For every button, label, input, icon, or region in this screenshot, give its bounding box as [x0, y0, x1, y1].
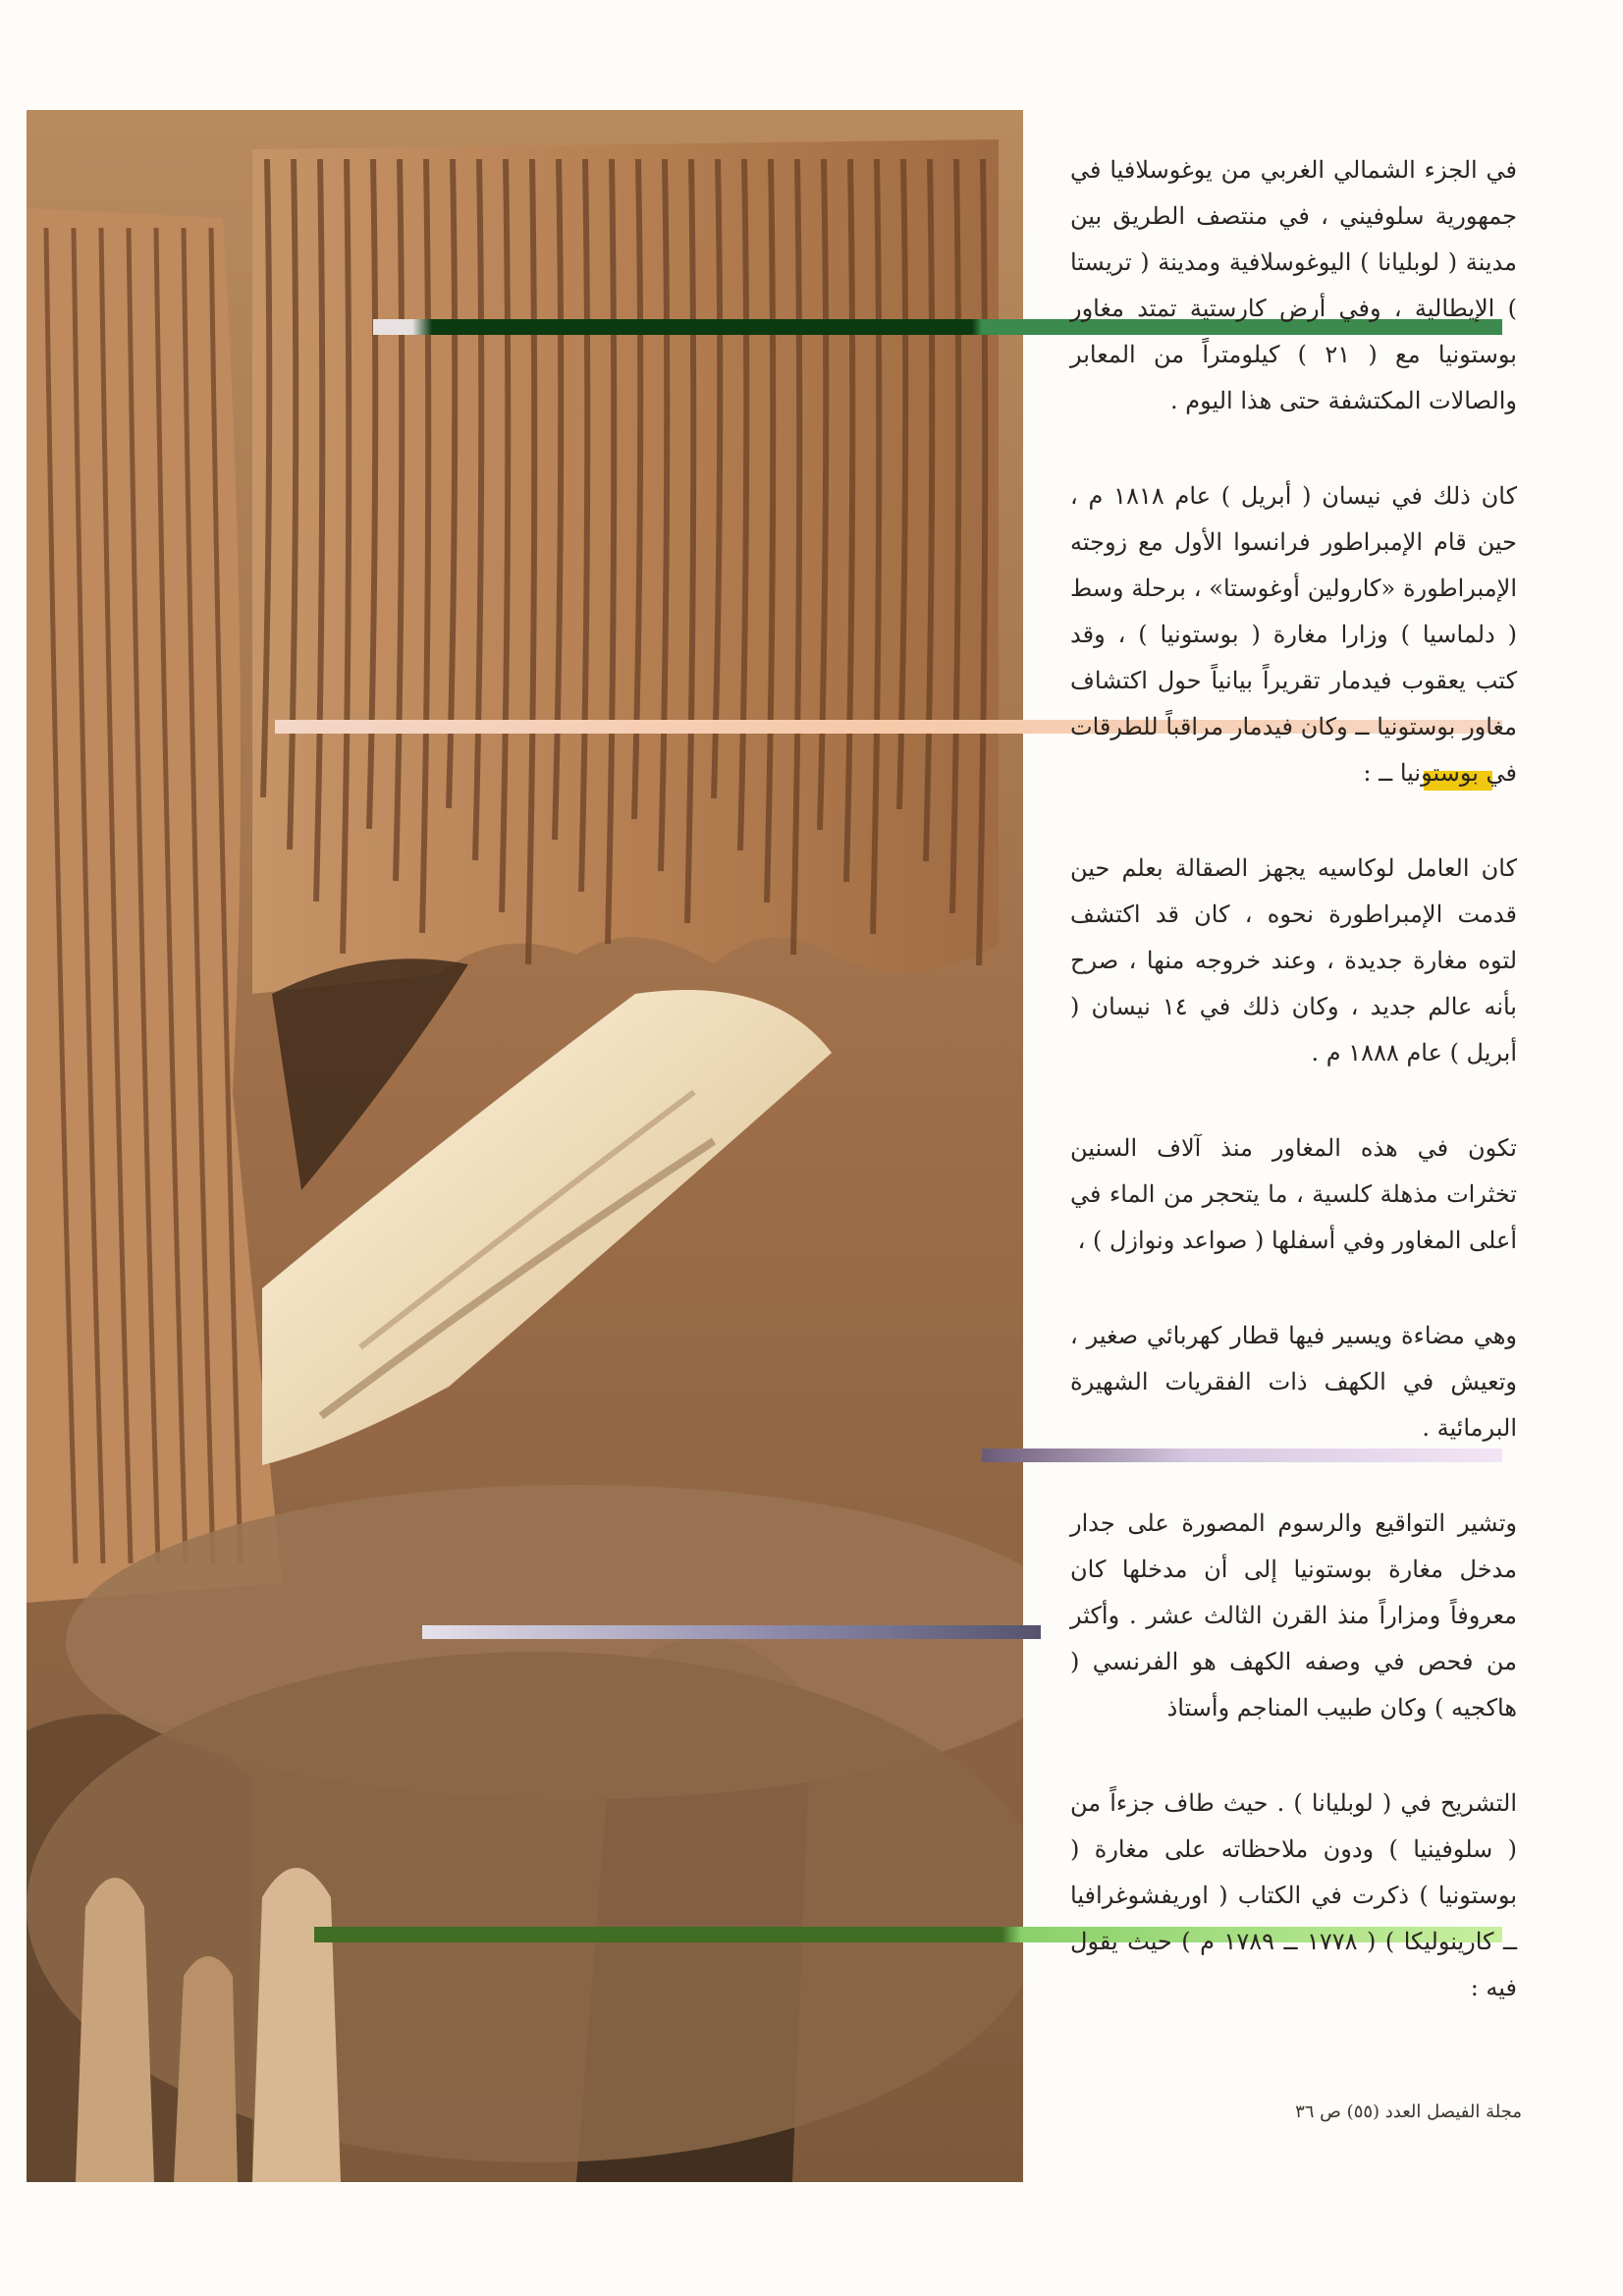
- cave-photo: [27, 110, 1023, 2182]
- cave-illustration: [27, 110, 1023, 2182]
- paragraph-2: كان ذلك في نيسان ( أبريل ) عام ١٨١٨ م ، حين قام الإمبراطور فرانسوا الأول مع زوجته الإمبراطورة «كارولين أوغوستا» ، برحلة وسط ( دلماسيا ) وزارا مغارة ( بوستونيا ) ، وقد كتب يعقوب فيدمار تقريراً بيانياً حول اكتشاف مغاور بوستونيا ــ وكان فيدمار مراقباً للطرقات في بوستونيا ــ :: [1070, 482, 1517, 787]
- scan-artifact-line: [422, 1625, 1041, 1639]
- paragraph-4: تكون في هذه المغاور منذ آلاف السنين تخثرات مذهلة كلسية ، ما يتحجر من الماء في أعلى المغاور وفي أسفلها ( صواعد ونوازل ) ،: [1070, 1134, 1517, 1254]
- paragraph-3: كان العامل لوكاسيه يجهز الصقالة بعلم حين قدمت الإمبراطورة نحوه ، كان قد اكتشف لتوه مغارة جديدة ، وعند خروجه منها ، صرح بأنه عالم جديد ، وكان ذلك في ١٤ نيسان ( أبريل ) عام ١٨٨٨ م .: [1070, 854, 1517, 1066]
- page-footer-citation: مجلة الفيصل العدد (٥٥) ص ٣٦: [1295, 2102, 1522, 2122]
- paragraph-5: وهي مضاءة ويسير فيها قطار كهربائي صغير ، وتعيش في الكهف ذات الفقريات الشهيرة البرمائية .: [1070, 1322, 1517, 1442]
- article-text-column: [1070, 147, 1517, 2060]
- paragraph-6: وتشير التواقيع والرسوم المصورة على جدار مدخل مغارة بوستونيا إلى أن مدخلها كان معروفاً ومزاراً منذ القرن الثالث عشر . وأكثر من فحص في وصفه الكهف هو الفرنسي ( هاكجيه ) وكان طبيب المناجم وأستاذ: [1070, 1509, 1517, 1722]
- paragraph-7: التشريح في ( لوبليانا ) . حيث طاف جزءاً من ( سلوفينيا ) ودون ملاحظاته على مغارة ( بوستونيا ) ذكرت في الكتاب ( اوريفشوغرافيا ــ كارينوليكا ) ( ١٧٧٨ ــ ١٧٨٩ م ) حيث يقول فيه :: [1070, 1789, 1518, 2001]
- paragraph-1: في الجزء الشمالي الغربي من يوغوسلافيا في جمهورية سلوفيني ، في منتصف الطريق بين مدينة ( لوبليانا ) اليوغوسلافية ومدينة ( تريستا ) الإيطالية ، وفي أرض كارستية تمتد مغاور بوستونيا مع ( ٢١ ) كيلومتراً من المعابر والصالات المكتشفة حتى هذا اليوم .: [1070, 156, 1517, 414]
